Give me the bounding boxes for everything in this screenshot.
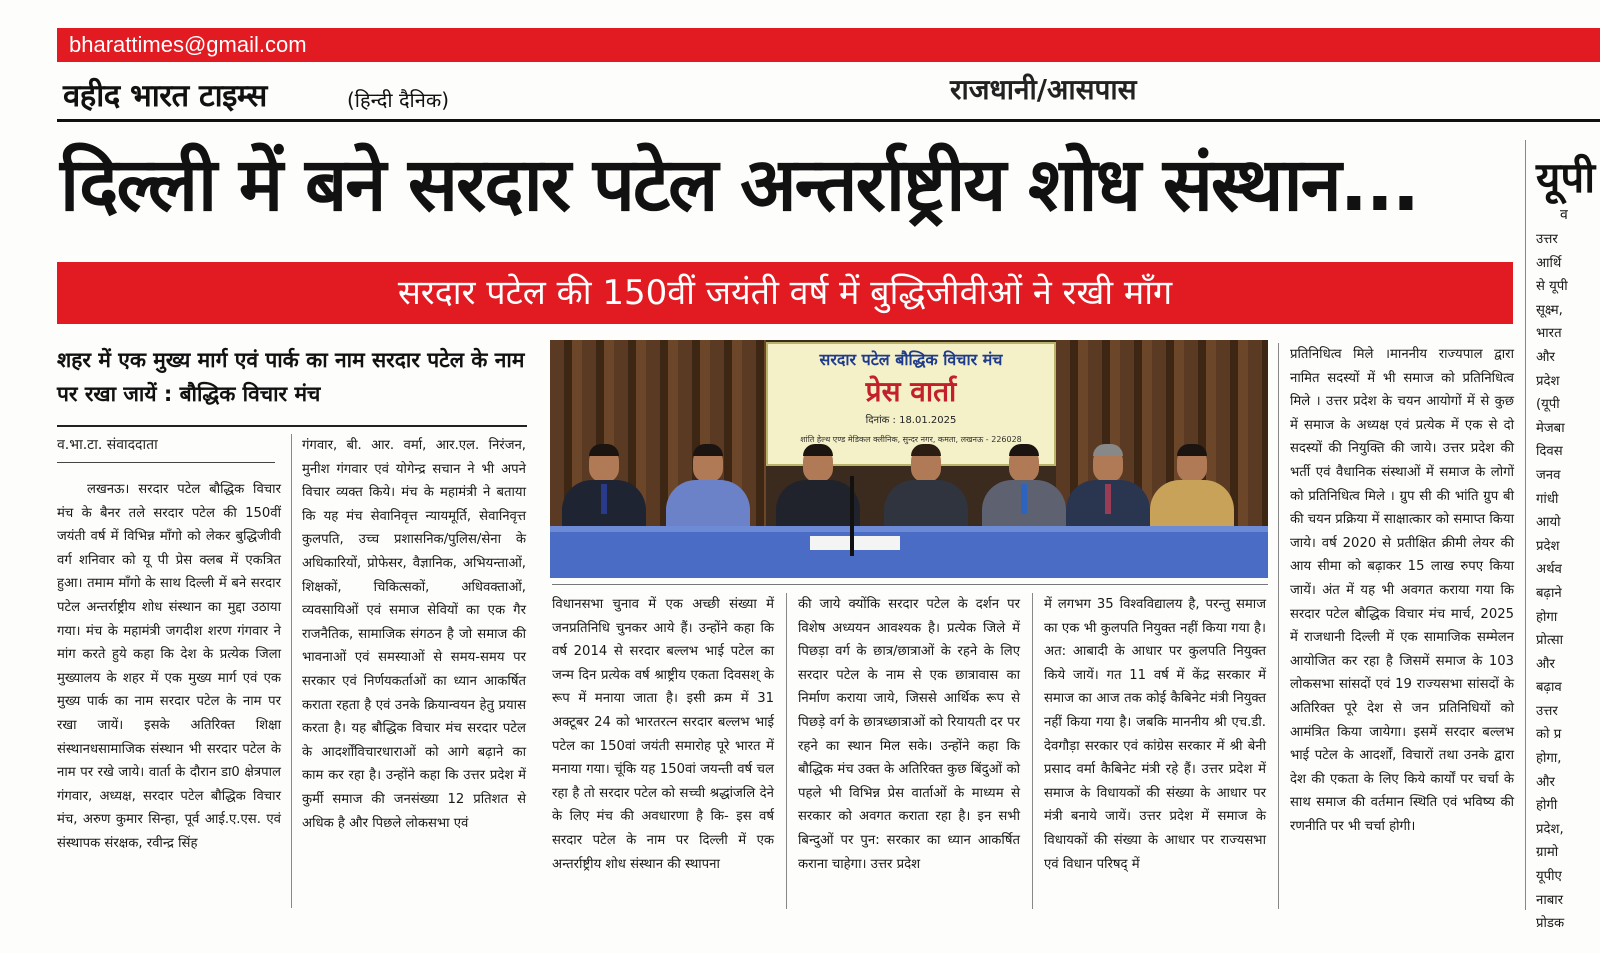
masthead-rule xyxy=(57,119,1600,122)
fragment-line: अर्थव xyxy=(1536,562,1562,578)
fragment-line: नाबार xyxy=(1536,892,1564,908)
fragment-line: आयो xyxy=(1536,515,1561,531)
fragment-line: दिवस xyxy=(1536,444,1563,460)
article-column-4: की जाये क्योंकि सरदार पटेल के दर्शन पर विशेष अध्ययन आवश्यक है। प्रत्येक जिले में पिछड़ा वर्ग के छात्र/छात्राओं के रहने के लिए सरदार पटेल के नाम से एक छात्रावास का निर्माण कराया जाये, जिससे आर्थिक रूप से पिछड़े वर्ग के छात्रध्छात्राओं को रियायती दर पर रहने का स्थान मिल सके। उन्होंने कहा कि बौद्धिक मंच उक्त के अतिरिक्त कुछ बिंदुओं को पहले भी विभिन्न प्रेस वार्ताओं के माध्यम से सरकार को अवगत कराता रहा है। इन सभी बिन्दुओं पर पुन: सरकार का ध्यान आकर्षित कराना चाहेगा। उत्तर प्रदेश xyxy=(798,597,1020,872)
papers xyxy=(810,536,900,550)
fragment-line: (यूपी xyxy=(1536,397,1560,413)
newspaper-name: वहीद भारत टाइम्स xyxy=(63,78,267,114)
fragment-line: ग्रामो xyxy=(1536,845,1559,861)
fragment-line: प्रोत्सा xyxy=(1536,633,1564,649)
article-column-1: लखनऊ। सरदार पटेल बौद्धिक विचार मंच के बैनर तले सरदार पटेल की 150वीं जयंती वर्ष में विभिन्न माँगो को लेकर बुद्धिजीवी वर्ग शनिवार को यू पी प्रेस क्लब में एकत्रित हुआ। तमाम माँगो के साथ दिल्ली में बने सरदार पटेल अन्तर्राष्ट्रीय शोध संस्थान का मुद्दा उठाया गया। मंच के महामंत्री जगदीश शरण गंगवार ने मांग करते हुये कहा कि देश के प्रत्येक जिला मुख्यालय के शहर में एक मुख्य मार्ग एवं एक मुख्य पार्क का नाम सरदार पटेल के नाम पर रखा जायें। इसके अतिरिक्त शिक्षा संस्थानधसामाजिक संस्थान भी सरदार पटेल के नाम पर रखे जाये। वार्ता के दौरान डा0 क्षेत्रपाल गंगवार, अध्यक्ष, सरदार पटेल बौद्धिक विचार मंच, अरुण कुमार सिन्हा, पूर्व आई.ए.एस. एवं संस्थापक संरक्षक, रवीन्द्र सिंह xyxy=(57,482,281,851)
subheadline-band xyxy=(57,262,1513,324)
column-rule xyxy=(786,593,787,909)
article-column-3: विधानसभा चुनाव में एक अच्छी संख्या में जनप्रतिनिधि चुनकर आये हैं। उन्होंने कहा कि वर्ष 2014 से सरदार बल्लभ भाई पटेल का जन्म दिन प्रत्येक वर्ष श्राष्ट्रीय एकता दिवसश् के रूप में मनाया जाता है। इसी क्रम में 31 अक्टूबर 24 को भारतरत्न सरदार बल्लभ भाई पटेल का 150वां जयंती समारोह पूरे भारत में मनाया गया। चूंकि यह 150वां जयन्ती वर्ष चल रहा है तो सरदार पटेल को सच्ची श्रद्धांजलि देने के लिए मंच की अवधारणा है कि- इस वर्ष सरदार पटेल के नाम पर दिल्ली में एक अन्तर्राष्ट्रीय शोध संस्थान की स्थापना xyxy=(552,597,774,872)
fragment-line: को प्र xyxy=(1536,727,1562,743)
column-rule xyxy=(1032,593,1033,909)
fragment-line: आर्थि xyxy=(1536,255,1562,271)
byline: व.भा.टा. संवाददाता xyxy=(57,437,158,453)
fragment-line: यूपीए xyxy=(1536,869,1562,885)
contact-email: bharattimes@gmail.com xyxy=(69,32,307,57)
adjacent-article-fragment xyxy=(1536,228,1600,932)
fragment-line: मेजबा xyxy=(1536,420,1565,436)
fragment-line: और xyxy=(1536,349,1555,365)
fragment-line: और xyxy=(1536,656,1555,672)
column-rule xyxy=(291,434,292,908)
fragment-line: बढ़ाव xyxy=(1536,680,1562,696)
banner-venue: शांति हेल्थ एण्ड मेडिकल क्लीनिक, सुन्दर नगर, कमता, लखनऊ - 226028 xyxy=(800,435,1022,444)
column-rule xyxy=(1525,140,1526,910)
byline-rule xyxy=(57,462,275,463)
banner-date: दिनांक : 18.01.2025 xyxy=(865,415,957,426)
fragment-line: गांधी xyxy=(1536,491,1559,507)
press-conference-photo xyxy=(550,340,1268,578)
masthead xyxy=(57,68,1600,120)
fragment-line: भारत xyxy=(1536,326,1562,342)
banner-main: प्रेस वार्ता xyxy=(865,375,957,408)
main-headline: दिल्ली में बने सरदार पटेल अन्तर्राष्ट्रीय शोध संस्थान... xyxy=(60,142,1419,228)
table-cloth xyxy=(550,532,1268,578)
banner-title: सरदार पटेल बौद्धिक विचार मंच xyxy=(819,350,1003,369)
fragment-line: प्रदेश, xyxy=(1536,821,1564,837)
fragment-line: प्रदेश xyxy=(1536,538,1560,554)
fragment-line: उत्तर xyxy=(1536,232,1558,247)
article-column-6: प्रतिनिधित्व मिले ।माननीय राज्यपाल द्वारा नामित सदस्यों में भी समाज को प्रतिनिधित्व मिले । उत्तर प्रदेश के चयन आयोगों में से कुछ में समाज के अध्यक्ष एवं प्रत्येक में एक से दो सदस्यों की नियुक्ति की जाये। उत्तर प्रदेश की भर्ती एवं वैधानिक संस्थाओं में समाज के लोगों को प्रतिनिधित्व मिले । ग्रुप सी की भांति ग्रुप बी की चयन प्रक्रिया में साक्षात्कार को समाप्त किया जाये। वर्ष 2020 से प्रतीक्षित क्रीमी लेयर की आय सीमा को बढ़ाकर 15 लाख रुपए किया जायें। अंत में यह भी अवगत कराया गया कि सरदार पटेल बौद्धिक विचार मंच मार्च, 2025 में राजधानी दिल्ली में एक सामाजिक सम्मेलन आयोजित कर रहा है जिसमें समाज के 103 लोकसभा सांसदों एवं 19 राज्यसभा सांसदों के अतिरिक्त पूरे देश से जन प्रतिनिधियों को आमंत्रित किया जायेगा। इसमें सरदार बल्लभ भाई पटेल के आदर्शों, विचारों तथा उनके द्वारा देश की एकता के लिए किये कार्यों पर चर्चा के साथ समाज की वर्तमान स्थिति एवं भविष्य की रणनीति पर भी चर्चा होगी। xyxy=(1290,347,1514,834)
adjacent-byline-fragment: व xyxy=(1560,207,1568,223)
fragment-line: प्रोडक xyxy=(1536,916,1565,932)
newspaper-subtitle: (हिन्दी दैनिक) xyxy=(347,88,450,112)
fragment-line: और xyxy=(1536,774,1555,790)
fragment-line: सूक्ष्म, xyxy=(1536,302,1563,318)
column-rule xyxy=(1278,343,1279,909)
fragment-line: से यूपी xyxy=(1536,279,1568,295)
fragment-line: उत्तर xyxy=(1536,703,1558,719)
top-red-bar xyxy=(57,28,1600,62)
article-column-2: गंगवार, बी. आर. वर्मा, आर.एल. निरंजन, मुनीश गंगवार एवं योगेन्द्र सचान ने भी अपने विचार व्यक्त किये। मंच के महामंत्री ने बताया कि यह मंच सेवानिवृत्त न्यायमूर्ति, सेवानिवृत्त कुलपति, उच्च प्रशासनिक/पुलिस/सेना के अधिकारियों, प्रोफेसर, वैज्ञानिक, अभियन्ताओं, शिक्षकों, चिकित्सकों, अधिवक्ताओं, व्यवसायिओं एवं समाज सेवियों का एक गैर राजनैतिक, सामाजिक संगठन है जो समाज की भावनाओं एवं समस्याओं से समय-समय पर सरकार एवं निर्णयकर्ताओं का ध्यान आकर्षित कराता रहता है एवं उनके क्रियान्वयन हेतु प्रयास करता है। यह बौद्धिक विचार मंच सरदार पटेल के आदर्शोंविचारधाराओं को आगे बढ़ाने का काम कर रहा है। उन्होंने कहा कि उत्तर प्रदेश में कुर्मी समाज की जनसंख्या 12 प्रतिशत से अधिक है और पिछले लोकसभा एवं xyxy=(302,438,526,831)
fragment-line: होगी xyxy=(1536,798,1558,814)
subheadline: सरदार पटेल की 150वीं जयंती वर्ष में बुद्धिजीवीओं ने रखी माँग xyxy=(397,273,1173,313)
side-headline: शहर में एक मुख्य मार्ग एवं पार्क का नाम सरदार पटेल के नाम पर रखा जायें : बौद्धिक विचार मंच xyxy=(57,348,525,406)
fragment-line: बढ़ाने xyxy=(1536,585,1562,601)
adjacent-headline-fragment: यूपी xyxy=(1536,153,1596,202)
section-title: राजधानी/आसपास xyxy=(950,73,1137,106)
fragment-line: होगा xyxy=(1536,609,1558,625)
microphone xyxy=(850,476,854,556)
fragment-line: प्रदेश xyxy=(1536,373,1560,389)
article-column-5: में लगभग 35 विश्वविद्यालय है, परन्तु समाज का एक भी कुलपति नियुक्त नहीं किया गया है। अत: आबादी के आधार पर कुलपति नियुक्त किये जायें। गत 11 वर्ष में केंद्र सरकार में समाज का आज तक कोई कैबिनेट मंत्री नियुक्त नहीं किया गया है। जबकि माननीय श्री एच.डी. देवगौड़ा सरकार एवं कांग्रेस सरकार में श्री बेनी प्रसाद वर्मा कैबिनेट मंत्री रहे हैं। उत्तर प्रदेश में समाज के विधायकों की संख्या के आधार पर मंत्री बनाये जायें। उत्तर प्रदेश में समाज के विधायकों की संख्या के आधार पर राज्यसभा एवं विधान परिषद् में xyxy=(1044,597,1266,872)
fragment-line: होगा, xyxy=(1536,751,1562,767)
side-headline-rule xyxy=(57,425,527,427)
fragment-line: जनव xyxy=(1536,467,1561,483)
photo-bottom-rule xyxy=(552,584,1268,585)
